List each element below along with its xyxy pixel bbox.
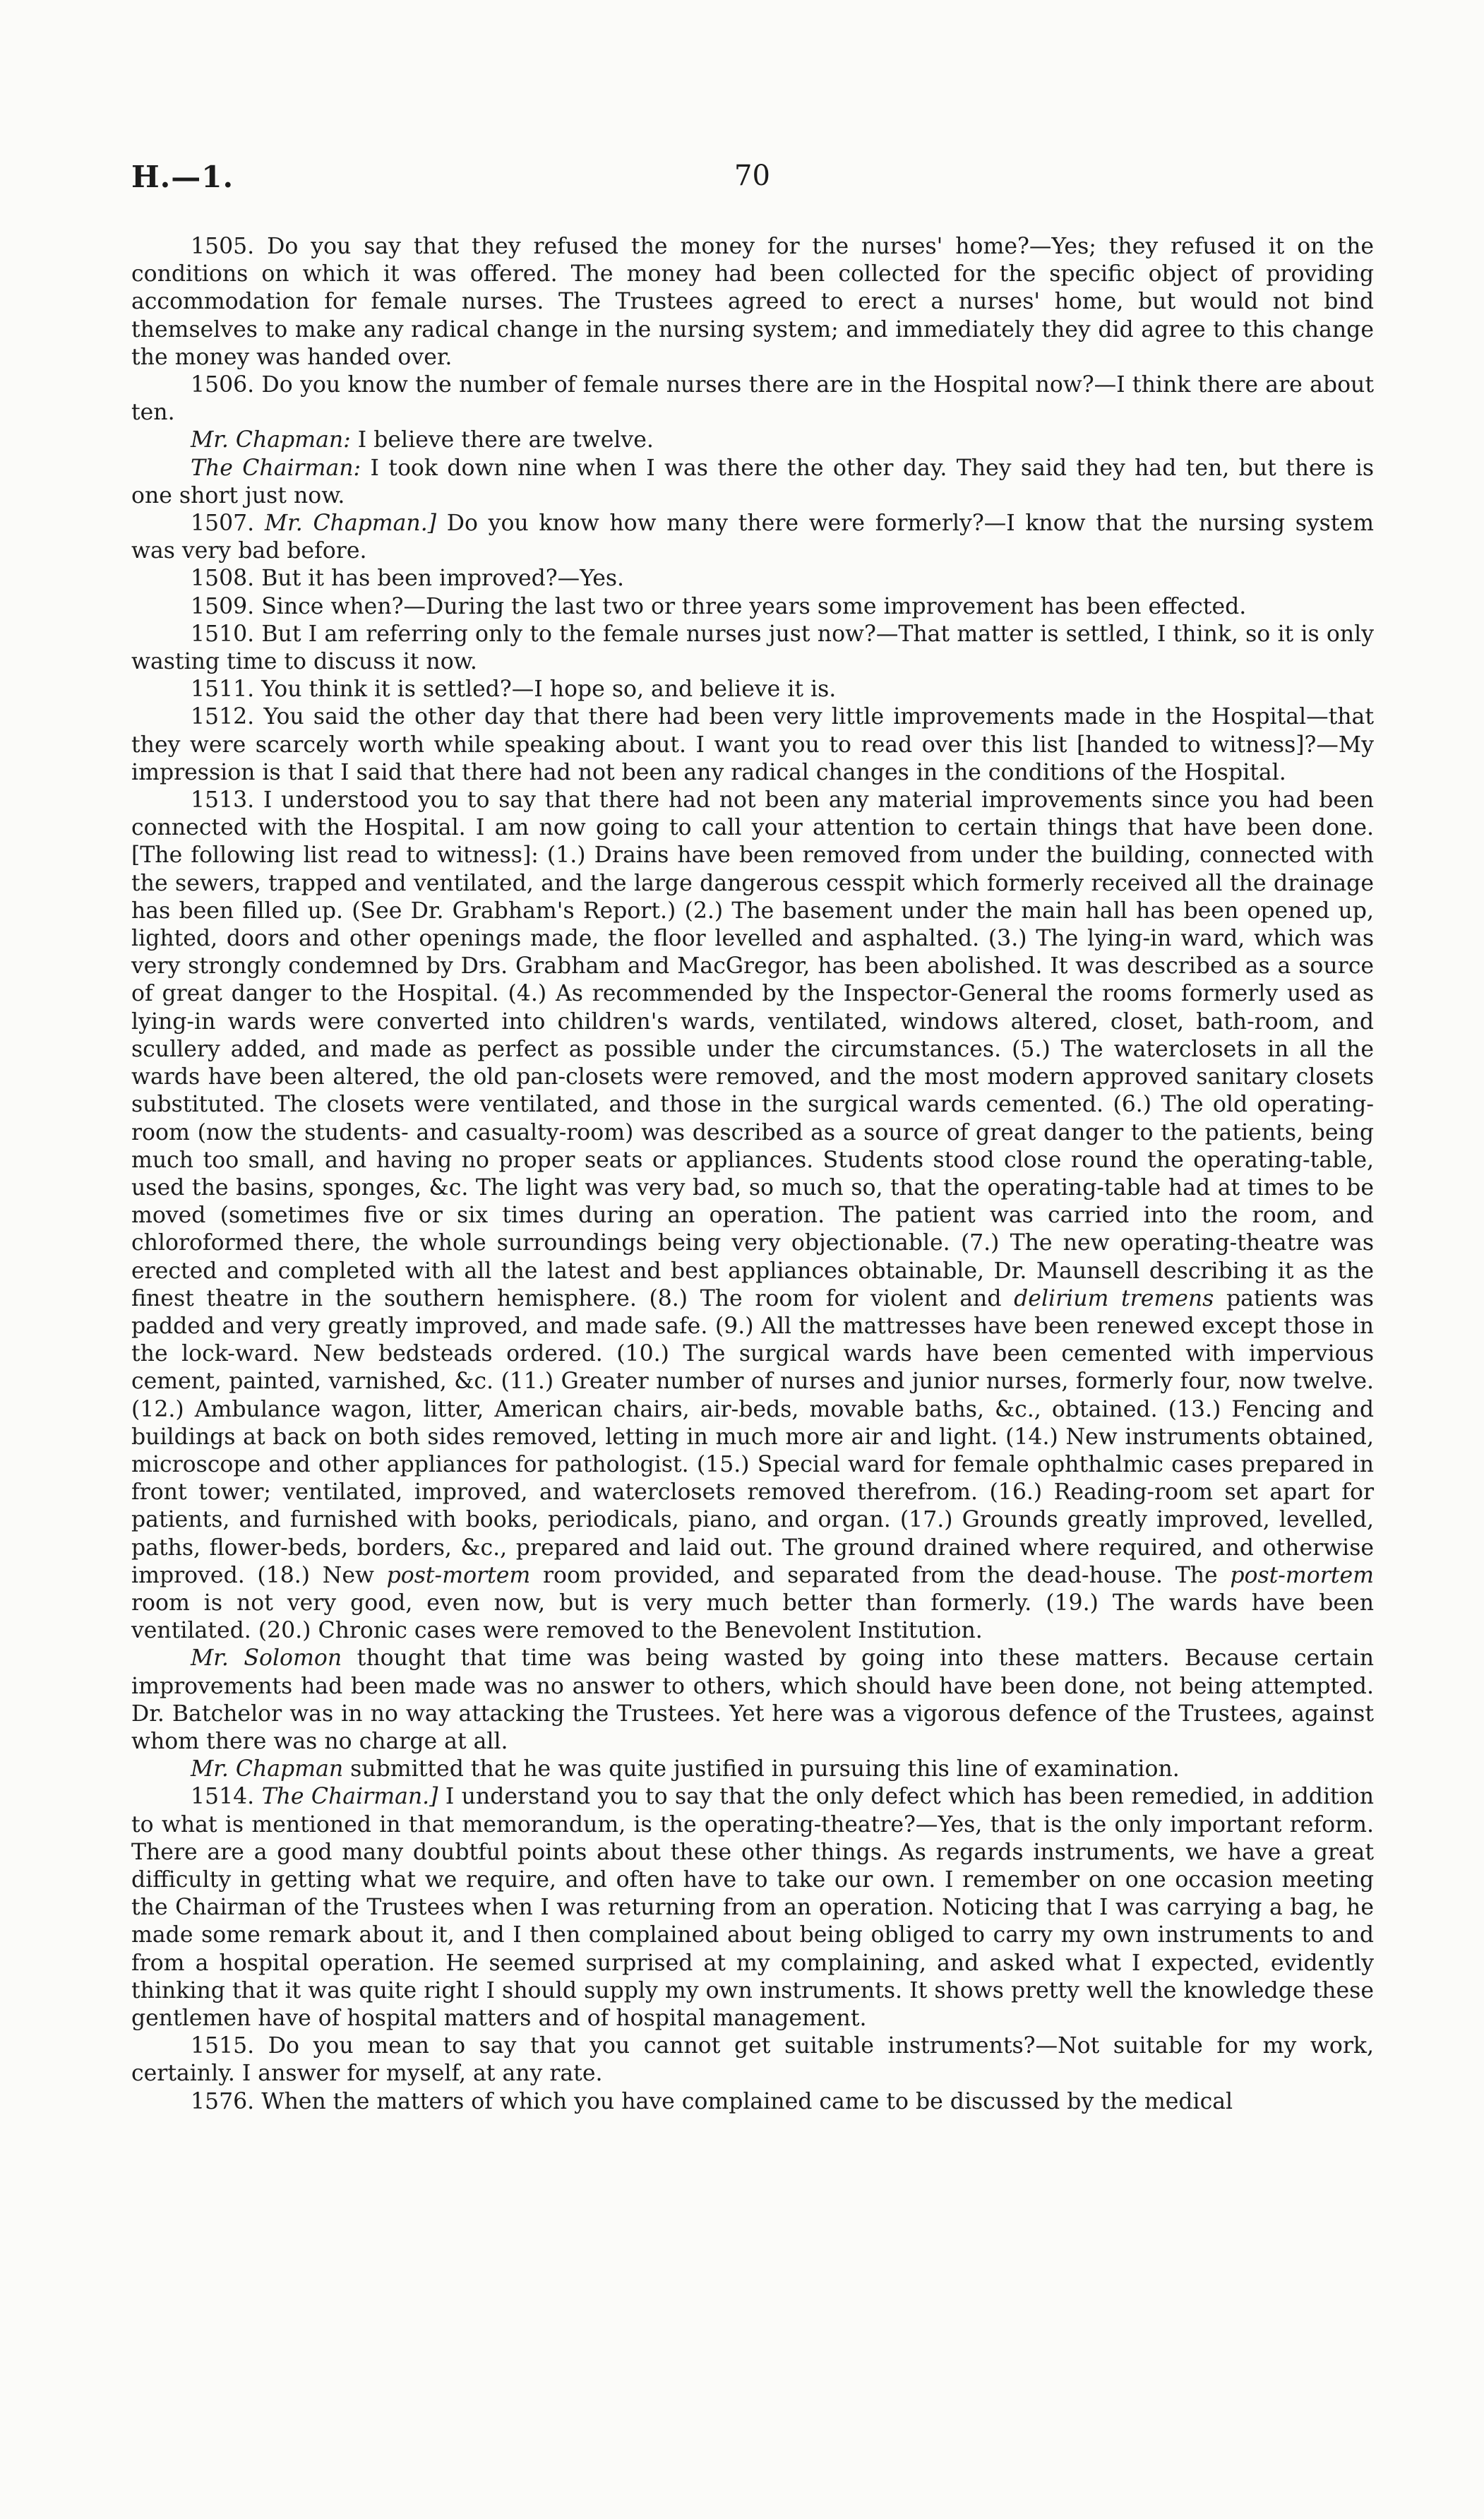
page-header <box>131 160 1374 202</box>
paragraph-1510: 1510. But I am referring only to the female nurses just now?—That matter is settled, I think, so it is only wasting time to discuss it now. <box>131 621 1374 675</box>
speaker-name: Mr. Chapman.] <box>264 511 437 537</box>
paragraph-1509: 1509. Since when?—During the last two or three years some improvement has been effected. <box>191 593 1247 619</box>
paragraph-solomon-remark: Mr. Solomon thought that time was being wasted by going into these matters. Because certain improvements had been made was no answer to others, which should have been done, not being attempted. Dr. Batchelor was in no way attacking the Trustees. Yet here was a vigorous defence of the Trustees, against whom there was no charge at all. <box>131 1645 1374 1754</box>
paragraph-1515: 1515. Do you mean to say that you cannot get suitable instruments?—Not suitable for my work, certainly. I answer for myself, at any rate. <box>131 2033 1374 2087</box>
paragraph-chapman-submission: Mr. Chapman submitted that he was quite justified in pursuing this line of examination. <box>191 1756 1180 1782</box>
speaker-name: Mr. Solomon <box>191 1645 342 1672</box>
speaker-name: Mr. Chapman: <box>191 427 351 453</box>
speaker-name: The Chairman: <box>191 455 361 481</box>
page-number: 70 <box>734 160 770 192</box>
speaker-name: Mr. Chapman <box>191 1756 344 1782</box>
paragraph-1511: 1511. You think it is settled?—I hope so, and believe it is. <box>191 677 837 703</box>
document-body <box>131 233 1374 2116</box>
paragraph-1506: 1506. Do you know the number of female nurses there are in the Hospital now?—I think there are about ten. <box>131 372 1374 426</box>
paragraph-1576: 1576. When the matters of which you have complained came to be discussed by the medical <box>191 2088 1233 2114</box>
paragraph-1514: 1514. The Chairman.] I understand you to say that the only defect which has been remedied, in addition to what is mentioned in that memorandum, is the operating-theatre?—Yes, that is the only important reform. There are a good many doubtful points about these other things. As regards instruments, we have a great difficulty in getting what we require, and often have to take our own. I remember on one occasion meeting the Chairman of the Trustees when I was returning from an operation. Noticing that I was carrying a bag, he made some remark about it, and I then complained about being obliged to carry my own instruments to and from a hospital operation. He seemed surprised at my complaining, and asked what I expected, evidently thinking that it was quite right I should supply my own instruments. It shows pretty well the knowledge these gentlemen have of hospital matters and of hospital management. <box>131 1784 1374 2031</box>
paragraph-1507: 1507. Mr. Chapman.] Do you know how many there were formerly?—I know that the nursing system was very bad before. <box>131 511 1375 564</box>
paragraph-1505: 1505. Do you say that they refused the money for the nurses' home?—Yes; they refused it on the conditions on which it was offered. The money had been collected for the specific object of providing accommodation for female nurses. The Trustees agreed to erect a nurses' home, but would not bind themselves to make any radical change in the nursing system; and immediately they did agree to this change the money was handed over. <box>131 234 1374 370</box>
paragraph-1512: 1512. You said the other day that there had been very little improvements made in the Hospital—that they were scarcely worth while speaking about. I want you to read over this list [handed to witness]?—My impression is that I said that there had not been any radical changes in the conditions of the Hospital. <box>131 704 1374 785</box>
paragraph-1508: 1508. But it has been improved?—Yes. <box>191 566 625 592</box>
speaker-name: The Chairman.] <box>261 1784 438 1810</box>
paragraph-chairman-remark: The Chairman: I took down nine when I was there the other day. They said they had ten, but there is one short just now. <box>131 455 1374 508</box>
paragraph-1513: 1513. I understood you to say that there had not been any material improvements since you had been connected with the Hospital. I am now going to call your attention to certain things that have been done. [The following list read to witness]: (1.) Drains have been removed from under the building, connected with the sewers, trapped and ventilated, and the large dangerous cesspit which formerly received all the drainage has been filled up. (See Dr. Grabham's Report.) (2.) The basement under the main hall has been opened up, lighted, doors and other openings made, the floor levelled and asphalted. (3.) The lying-in ward, which was very strongly condemned by Drs. Grabham and MacGregor, has been abolished. It was described as a source of great danger to the Hospital. (4.) As recommended by the Inspector-General the rooms formerly used as lying-in wards were converted into children's wards, ventilated, windows altered, closet, bath-room, and scullery added, and made as perfect as possible under the circumstances. (5.) The waterclosets in all the wards have been altered, the old pan-closets were removed, and the most modern approved sanitary closets substituted. The closets were ventilated, and those in the surgical wards cemented. (6.) The old operating-room (now the students- and casualty-room) was described as a source of great danger to the patients, being much too small, and having no proper seats or appliances. Students stood close round the operating-table, used the basins, sponges, &c. The light was very bad, so much so, that the operating-table had at times to be moved (sometimes five or six times during an operation. The patient was carried into the room, and chloroformed there, the whole surroundings being very objectionable. (7.) The new operating-theatre was erected and completed with all the latest and best appliances obtainable, Dr. Maunsell describing it as the finest theatre in the southern hemisphere. (8.) The room for violent and delirium tremens patients was padded and very greatly improved, and made safe. (9.) All the mattresses have been renewed except those in the lock-ward. New bedsteads ordered. (10.) The surgical wards have been cemented with impervious cement, painted, varnished, &c. (11.) Greater number of nurses and junior nurses, formerly four, now twelve. (12.) Ambulance wagon, litter, American chairs, air-beds, movable baths, &c., obtained. (13.) Fencing and buildings at back on both sides removed, letting in much more air and light. (14.) New instruments obtained, microscope and other appliances for pathologist. (15.) Special ward for female ophthalmic cases prepared in front tower; ventilated, improved, and waterclosets removed therefrom. (16.) Reading-room set apart for patients, and furnished with books, periodicals, piano, and organ. (17.) Grounds greatly improved, levelled, paths, flower-beds, borders, &c., prepared and laid out. The ground drained where required, and otherwise improved. (18.) New post-mortem room provided, and separated from the dead-house. The post-mortem room is not very good, even now, but is very much better than formerly. (19.) The wards have been ventilated. (20.) Chronic cases were removed to the Benevolent Institution. <box>131 787 1374 1644</box>
sheet-reference: H.—1. <box>131 160 234 194</box>
paragraph-chapman-remark: Mr. Chapman: I believe there are twelve. <box>191 427 654 453</box>
